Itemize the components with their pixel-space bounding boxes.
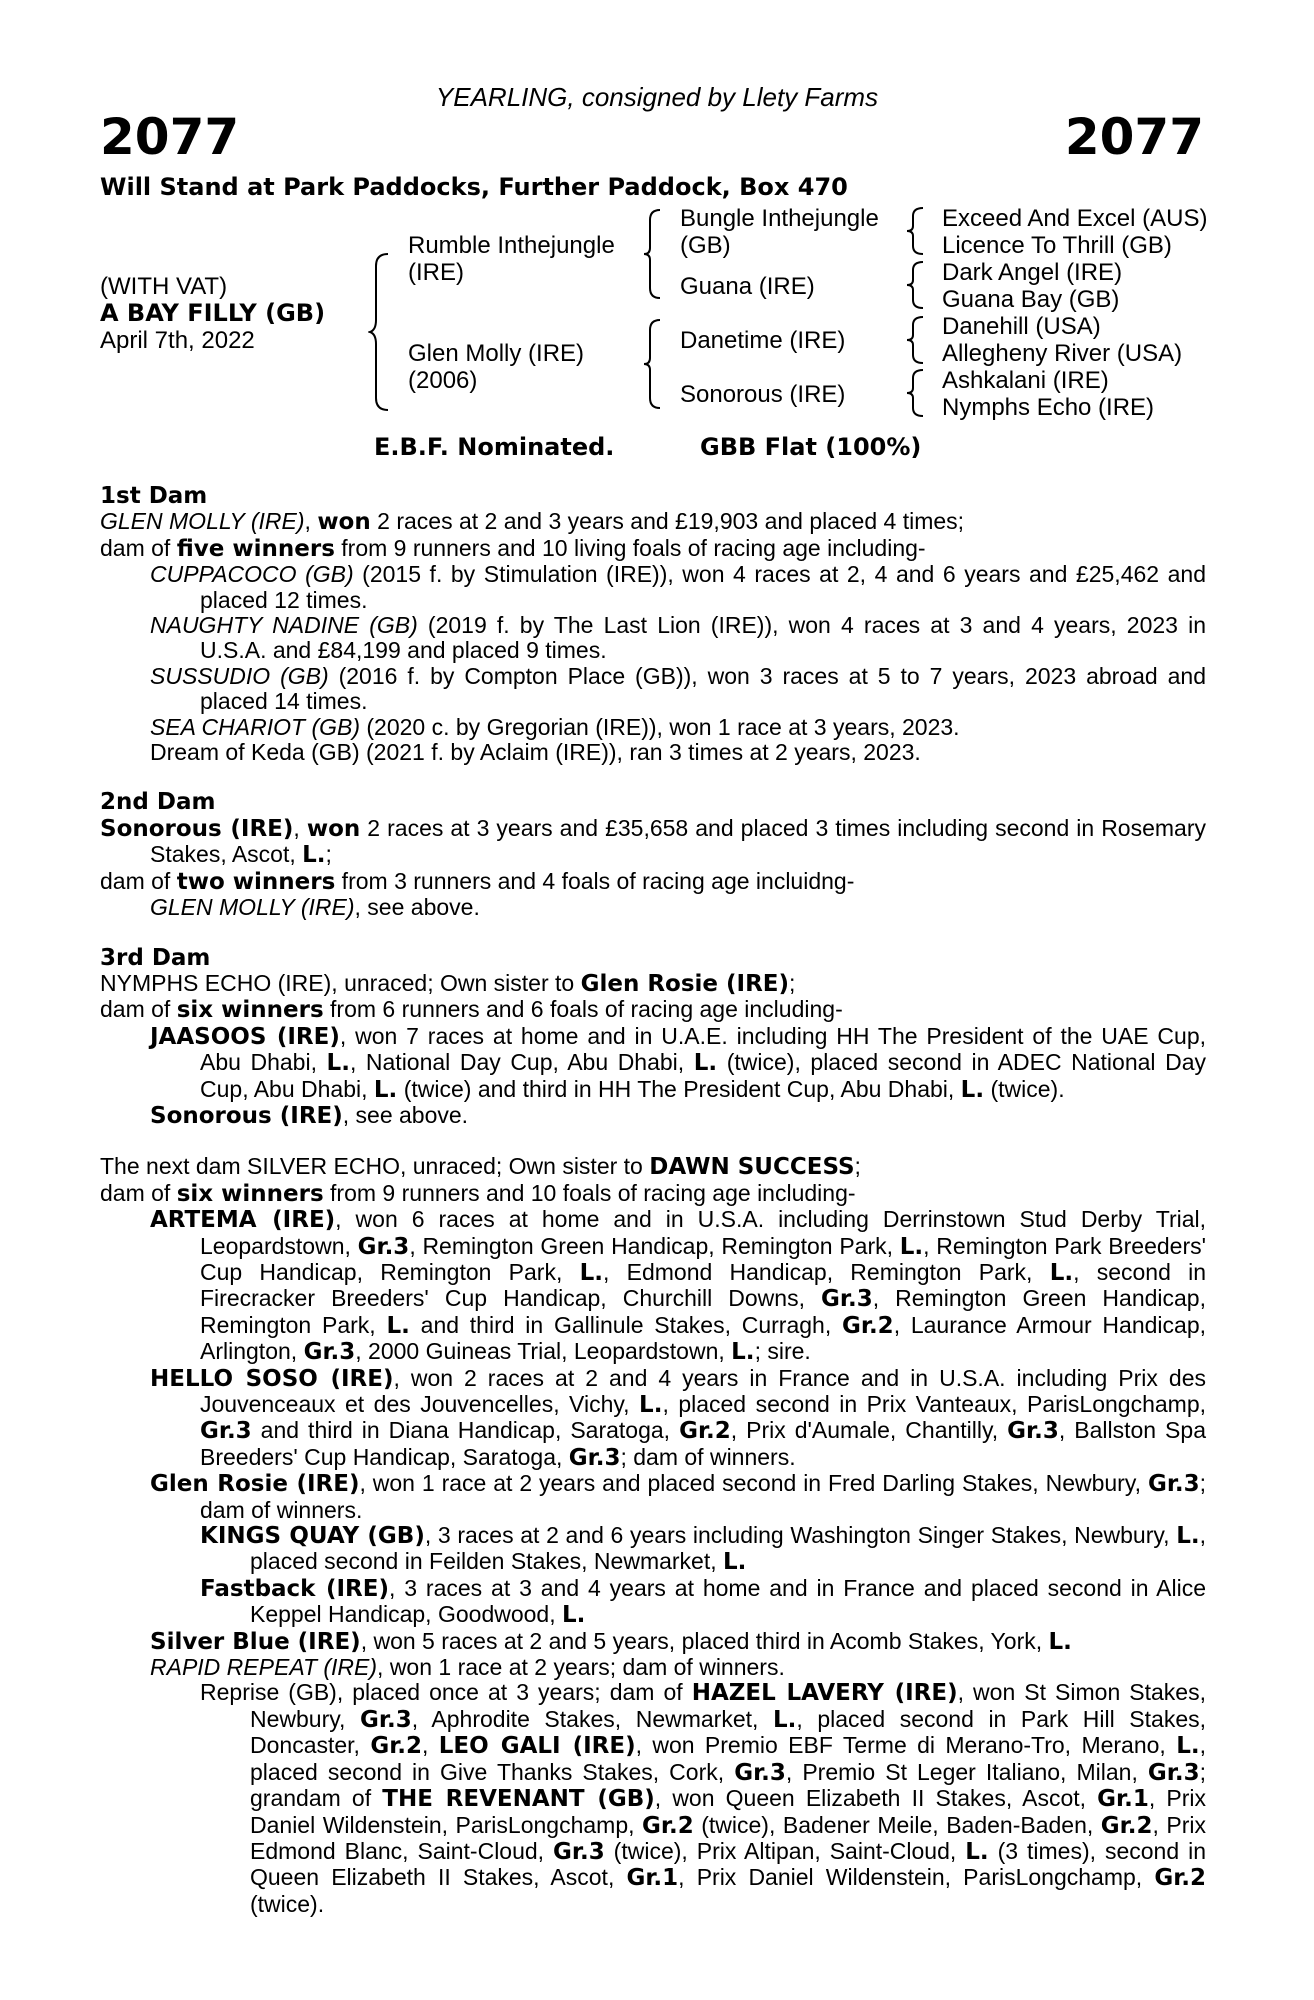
third-dam-line: NYMPHS ECHO (IRE), unraced; Own sister to Glen Rosie (IRE); [100,969,796,997]
consignor-line: YEARLING, consigned by Llety Farms [435,82,879,112]
pedigree-brace-sire [642,208,662,300]
sire-sire: Bungle Inthejungle [680,205,879,232]
produce-glen-rosie: Glen Rosie (IRE), won 1 race at 2 years and placed second in Fred Darling Stakes, Newbury, Gr.3; dam of winners. [150,1470,1207,1523]
dam-sections [100,484,1206,1917]
sire-dam: Guana (IRE) [680,273,815,300]
vat-note: (WITH VAT) [100,273,228,300]
dam-sire: Danetime (IRE) [680,327,846,354]
produce-kings-quay: KINGS QUAY (GB), 3 races at 2 and 6 years including Washington Singer Stakes, Newbury, L., placed second in Feilden Stakes, Newmarket, L. [200,1522,1207,1576]
produce-silver-blue: Silver Blue (IRE), won 5 races at 2 and 5 years, placed third in Acomb Stakes, York, L. [150,1627,1072,1655]
pedigree-brace-g2 [905,260,925,310]
produce-sea-chariot: SEA CHARIOT (GB) (2020 c. by Gregorian (IRE)), won 1 race at 3 years, 2023. [150,713,960,740]
second-dam-line: Sonorous (IRE), won 2 races at 3 years and £35,658 and placed 3 times including second in Rosemary Stakes, Ascot, L.; [100,814,1206,869]
second-dam-heading: 2nd Dam [100,789,216,816]
pedigree-g3-5: Danehill (USA) [942,313,1101,340]
third-dam-heading: 3rd Dam [100,944,211,971]
produce-fastback: Fastback (IRE), 3 races at 3 and 4 years at home and in France and placed second in Alice Keppel Handicap, Goodwood, L. [200,1574,1207,1629]
produce-artema: ARTEMA (IRE), won 6 races at home and in U.S.A. including Derrinstown Stud Derby Trial, Leopardstown, Gr.3, Remington Green Handicap, Remington Park, L., Remington Park Breeders' Cup Handicap, Remington Park, L., Edmond Handicap, Remington Park, L., second in Firecracker Breeders' Cup Handicap, Churchill Downs, Gr.3, Remington Green Handicap, Remington Park, L. and third in Gallinule Stakes, Curragh, Gr.2, Laurance Armour Handicap, Arlington, Gr.3, 2000 Guineas Trial, Leopardstown, L.; sire. [150,1206,1207,1366]
first-dam-produce-intro: dam of five winners from 9 runners and 10 living foals of racing age including- [100,534,926,562]
lot-number-right: 2077 [1064,108,1204,166]
first-dam-heading: 1st Dam [100,483,208,509]
fourth-dam-produce-intro: dam of six winners from 9 runners and 10 foals of racing age including- [100,1179,856,1207]
pedigree-g3-7: Ashkalani (IRE) [942,367,1109,394]
pedigree-brace-g3 [905,315,925,365]
horse-name: A BAY FILLY (GB) [100,299,326,327]
sire-sire-suffix: (GB) [680,232,731,259]
foaling-date: April 7th, 2022 [100,327,255,354]
pedigree-brace-g1 [905,206,925,256]
lot-number-left: 2077 [100,108,240,166]
produce-rapid-repeat: RAPID REPEAT (IRE), won 1 race at 2 years; dam of winners. [150,1654,785,1681]
produce-jaasoos: JAASOOS (IRE), won 7 races at home and in U.A.E. including HH The President of the UAE Cup, Abu Dhabi, L., National Day Cup, Abu Dhabi, L. (twice), placed second in ADEC National Day Cup, Abu Dhabi, L. (twice) and third in HH The President Cup, Abu Dhabi, L. (twice). [150,1022,1207,1103]
produce-glen-molly: GLEN MOLLY (IRE), see above. [150,894,480,921]
produce-reprise: Reprise (GB), placed once at 3 years; dam of HAZEL LAVERY (IRE), won St Simon Stakes, Newbury, Gr.3, Aphrodite Stakes, Newmarket, L., placed second in Park Hill Stakes, Doncaster, Gr.2, LEO GALI (IRE), won Premio EBF Terme di Merano-Tro, Merano, L., placed second in Give Thanks Stakes, Cork, Gr.3, Premio St Leger Italiano, Milan, Gr.3; grandam of THE REVENANT (GB), won Queen Elizabeth II Stakes, Ascot, Gr.1, Prix Daniel Wildenstein, ParisLongchamp, Gr.2 (twice), Badener Meile, Baden-Baden, Gr.2, Prix Edmond Blanc, Saint-Cloud, Gr.3 (twice), Prix Altipan, Saint-Cloud, L. (3 times), second in Queen Elizabeth II Stakes, Ascot, Gr.1, Prix Daniel Wildenstein, ParisLongchamp, Gr.2 (twice). [200,1679,1207,1917]
dam-name: Glen Molly (IRE) [408,340,585,367]
sire-name: Rumble Inthejungle [408,232,615,259]
produce-dream-of-keda: Dream of Keda (GB) (2021 f. by Aclaim (IRE)), ran 3 times at 2 years, 2023. [150,739,921,766]
fourth-dam-line: The next dam SILVER ECHO, unraced; Own sister to DAWN SUCCESS; [100,1153,861,1181]
first-dam-line: GLEN MOLLY (IRE), won 2 races at 2 and 3 years and £19,903 and placed 4 times; [100,508,965,536]
pedigree-g3-1: Exceed And Excel (AUS) [942,205,1208,232]
produce-naughty-nadine: NAUGHTY NADINE (GB) (2019 f. by The Last Lion (IRE)), won 4 races at 3 and 4 years, 2023 in U.S.A. and £84,199 and placed 9 times. [150,612,1206,664]
produce-sonorous: Sonorous (IRE), see above. [150,1101,469,1129]
pedigree-brace-dam [642,318,662,410]
produce-hello-soso: HELLO SOSO (IRE), won 2 races at 2 and 4 years in France and in U.S.A. including Prix des Jouvenceaux et des Jouvencelles, Vichy, L., placed second in Prix Vanteaux, ParisLongchamp, Gr.3 and third in Diana Handicap, Saratoga, Gr.2, Prix d'Aumale, Chantilly, Gr.3, Ballston Spa Breeders' Cup Handicap, Saratoga, Gr.3; dam of winners. [150,1364,1207,1471]
third-dam-produce-intro: dam of six winners from 6 runners and 6 foals of racing age including- [100,996,843,1024]
sire-suffix: (IRE) [408,259,464,286]
second-dam-produce-intro: dam of two winners from 3 runners and 4 foals of racing age incluidng- [100,867,855,895]
dam-dam: Sonorous (IRE) [680,381,846,408]
pedigree-g3-3: Dark Angel (IRE) [942,259,1123,286]
ebf-nominated: E.B.F. Nominated. [374,433,615,461]
pedigree-g3-8: Nymphs Echo (IRE) [942,394,1155,421]
pedigree-brace-g4 [905,368,925,418]
pedigree-g3-2: Licence To Thrill (GB) [942,232,1172,259]
produce-cuppacoco: CUPPACOCO (GB) (2015 f. by Stimulation (IRE)), won 4 races at 2, 4 and 6 years and £25,462 and placed 12 times. [150,561,1206,613]
produce-sussudio: SUSSUDIO (GB) (2016 f. by Compton Place (GB)), won 3 races at 5 to 7 years, 2023 abroad and placed 14 times. [150,662,1207,715]
pedigree-g3-6: Allegheny River (USA) [942,340,1183,367]
pedigree-g3-4: Guana Bay (GB) [942,286,1120,313]
gbb-flat: GBB Flat (100%) [700,433,922,461]
stabling-location: Will Stand at Park Paddocks, Further Paddock, Box 470 [100,173,848,201]
dam-year: (2006) [408,367,478,394]
pedigree-brace-main [368,252,390,412]
